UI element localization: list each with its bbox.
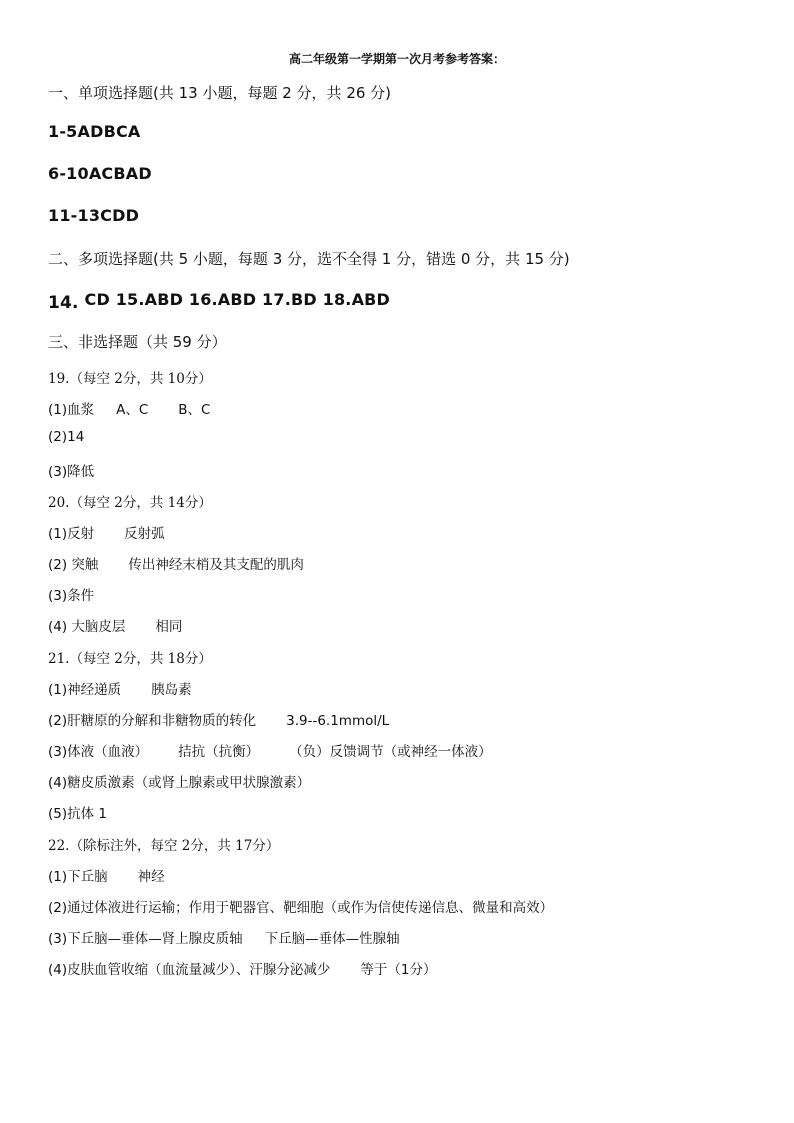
q19-a1-part1: (1)血浆 xyxy=(48,402,95,418)
page-title: 高二年级第一学期第一次月考参考答案： xyxy=(288,52,505,66)
q20-heading: 20.（每空 2分，共 14分） xyxy=(48,495,212,511)
q19-a1-part2: A、C xyxy=(116,402,149,418)
section-1-answer-2: 6-10ACBAD xyxy=(48,164,152,183)
q21-heading: 21.（每空 2分，共 18分） xyxy=(48,651,212,667)
q20-a1-part1: (1)反射 xyxy=(48,526,95,542)
q19-heading: 19.（每空 2分，共 10分） xyxy=(48,371,212,387)
q21-a1-part1: (1)神经递质 xyxy=(48,682,122,698)
q21-a3-part3: （负）反馈调节（或神经一体液） xyxy=(289,744,492,760)
q20-a1-part2: 反射弧 xyxy=(124,526,165,542)
q22-a4-part2: 等于（1分） xyxy=(360,962,437,978)
section-1-answer-3: 11-13CDD xyxy=(48,206,140,225)
section-3-heading: 三、非选择题（共 59 分） xyxy=(48,333,227,351)
q21-answer-1 xyxy=(48,678,192,698)
q22-answer-3 xyxy=(48,927,400,947)
section-2-heading: 二、多项选择题(共 5 小题，每题 3 分，选不全得 1 分，错选 0 分，共 15 分) xyxy=(48,250,570,268)
q20-answer-4 xyxy=(48,615,182,635)
q19-answer-2: (2)14 xyxy=(48,429,85,445)
q20-a4-part1: (4) 大脑皮层 xyxy=(48,619,126,635)
q21-a3-part2: 拮抗（抗衡） xyxy=(178,744,260,760)
q21-answer-5: (5)抗体 1 xyxy=(48,806,108,822)
q21-a1-part2: 胰岛素 xyxy=(151,682,192,698)
q21-a2-part2: 3.9--6.1mmol/L xyxy=(286,713,390,729)
q20-a4-part2: 相同 xyxy=(155,619,183,635)
q22-answer-2: (2)通过体液进行运输；作用于靶器官、靶细胞（或作为信使传递信息、微量和高效） xyxy=(48,900,554,916)
q21-answer-4: (4)糖皮质激素（或肾上腺素或甲状腺激素） xyxy=(48,775,311,791)
q22-a4-part1: (4)皮肤血管收缩（血流量减少）、汗腺分泌减少 xyxy=(48,962,331,978)
q21-answer-3 xyxy=(48,740,492,760)
q22-answer-1 xyxy=(48,865,165,885)
section-1-answer-1: 1-5ADBCA xyxy=(48,122,141,141)
q22-answer-4 xyxy=(48,958,436,978)
q21-answer-2 xyxy=(48,709,389,729)
q19-answer-3: (3)降低 xyxy=(48,464,95,480)
q22-heading: 22.（除标注外，每空 2分，共 17分） xyxy=(48,838,280,854)
q20-answer-1 xyxy=(48,522,165,542)
q20-a2-part1: (2) 突触 xyxy=(48,557,99,573)
q22-a3-part1: (3)下丘脑—垂体—肾上腺皮质轴 xyxy=(48,931,243,947)
section-1-heading: 一、单项选择题(共 13 小题，每题 2 分，共 26 分) xyxy=(48,84,392,102)
q21-a2-part1: (2)肝糖原的分解和非糖物质的转化 xyxy=(48,713,257,729)
q22-a3-part2: 下丘脑—垂体—性腺轴 xyxy=(264,931,400,947)
q22-a1-part1: (1)下丘脑 xyxy=(48,869,108,885)
q20-answer-3: (3)条件 xyxy=(48,588,95,604)
q22-a1-part2: 神经 xyxy=(137,869,165,885)
q14-number: 14. xyxy=(48,293,79,313)
q21-a3-part1: (3)体液（血液） xyxy=(48,744,149,760)
q20-a2-part2: 传出神经末梢及其支配的肌肉 xyxy=(128,557,304,573)
section-2-answers xyxy=(48,290,390,313)
q19-answer-1 xyxy=(48,398,211,418)
section-2-answer-text: CD 15.ABD 16.ABD 17.BD 18.ABD xyxy=(84,290,391,309)
q20-answer-2 xyxy=(48,553,304,573)
q19-a1-part3: B、C xyxy=(178,402,211,418)
